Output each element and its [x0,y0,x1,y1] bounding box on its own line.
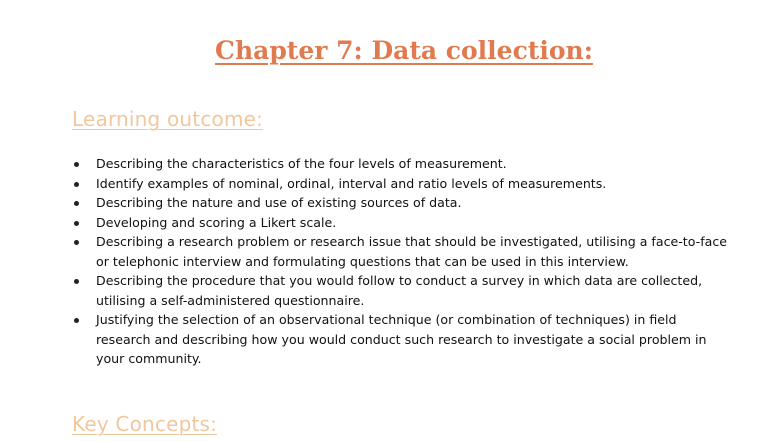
list-item-text: Developing and scoring a Likert scale. [96,214,337,230]
list-item [72,310,732,369]
list-item [72,232,732,271]
learning-outcome-heading: Learning outcome: [72,107,264,131]
bullet-icon [74,201,79,206]
list-item [72,154,732,174]
chapter-title: Chapter 7: Data collection: [215,36,593,65]
bullet-icon [74,182,79,187]
list-item [72,193,732,213]
bullet-icon [74,162,79,167]
list-item [72,174,732,194]
bullet-icon [74,221,79,226]
key-concepts-heading: Key Concepts: [72,412,218,436]
list-item-text: Describing the characteristics of the four levels of measurement. [96,156,507,171]
bullet-icon [74,240,79,245]
bullet-icon [74,318,79,323]
list-item-text: Identify examples of nominal, ordinal, interval and ratio levels of measurements. [96,175,607,191]
list-item-text: Justifying the selection of an observational technique (or combination of techniques) in field research and describing how you would conduct such research to investigate a social problem in your community. [96,312,707,366]
bullet-icon [74,279,79,284]
list-item-text: Describing the nature and use of existing sources of data. [96,195,462,210]
learning-outcomes-list [72,154,732,369]
list-item [72,213,732,233]
list-item-text: Describing a research problem or research issue that should be investigated, utilising a face-to-face or telephonic interview and formulating questions that can be used in this interview. [96,234,728,269]
list-item [72,271,732,310]
list-item-text: Describing the procedure that you would follow to conduct a survey in which data are collected, utilising a self-administered questionnaire. [96,273,703,308]
